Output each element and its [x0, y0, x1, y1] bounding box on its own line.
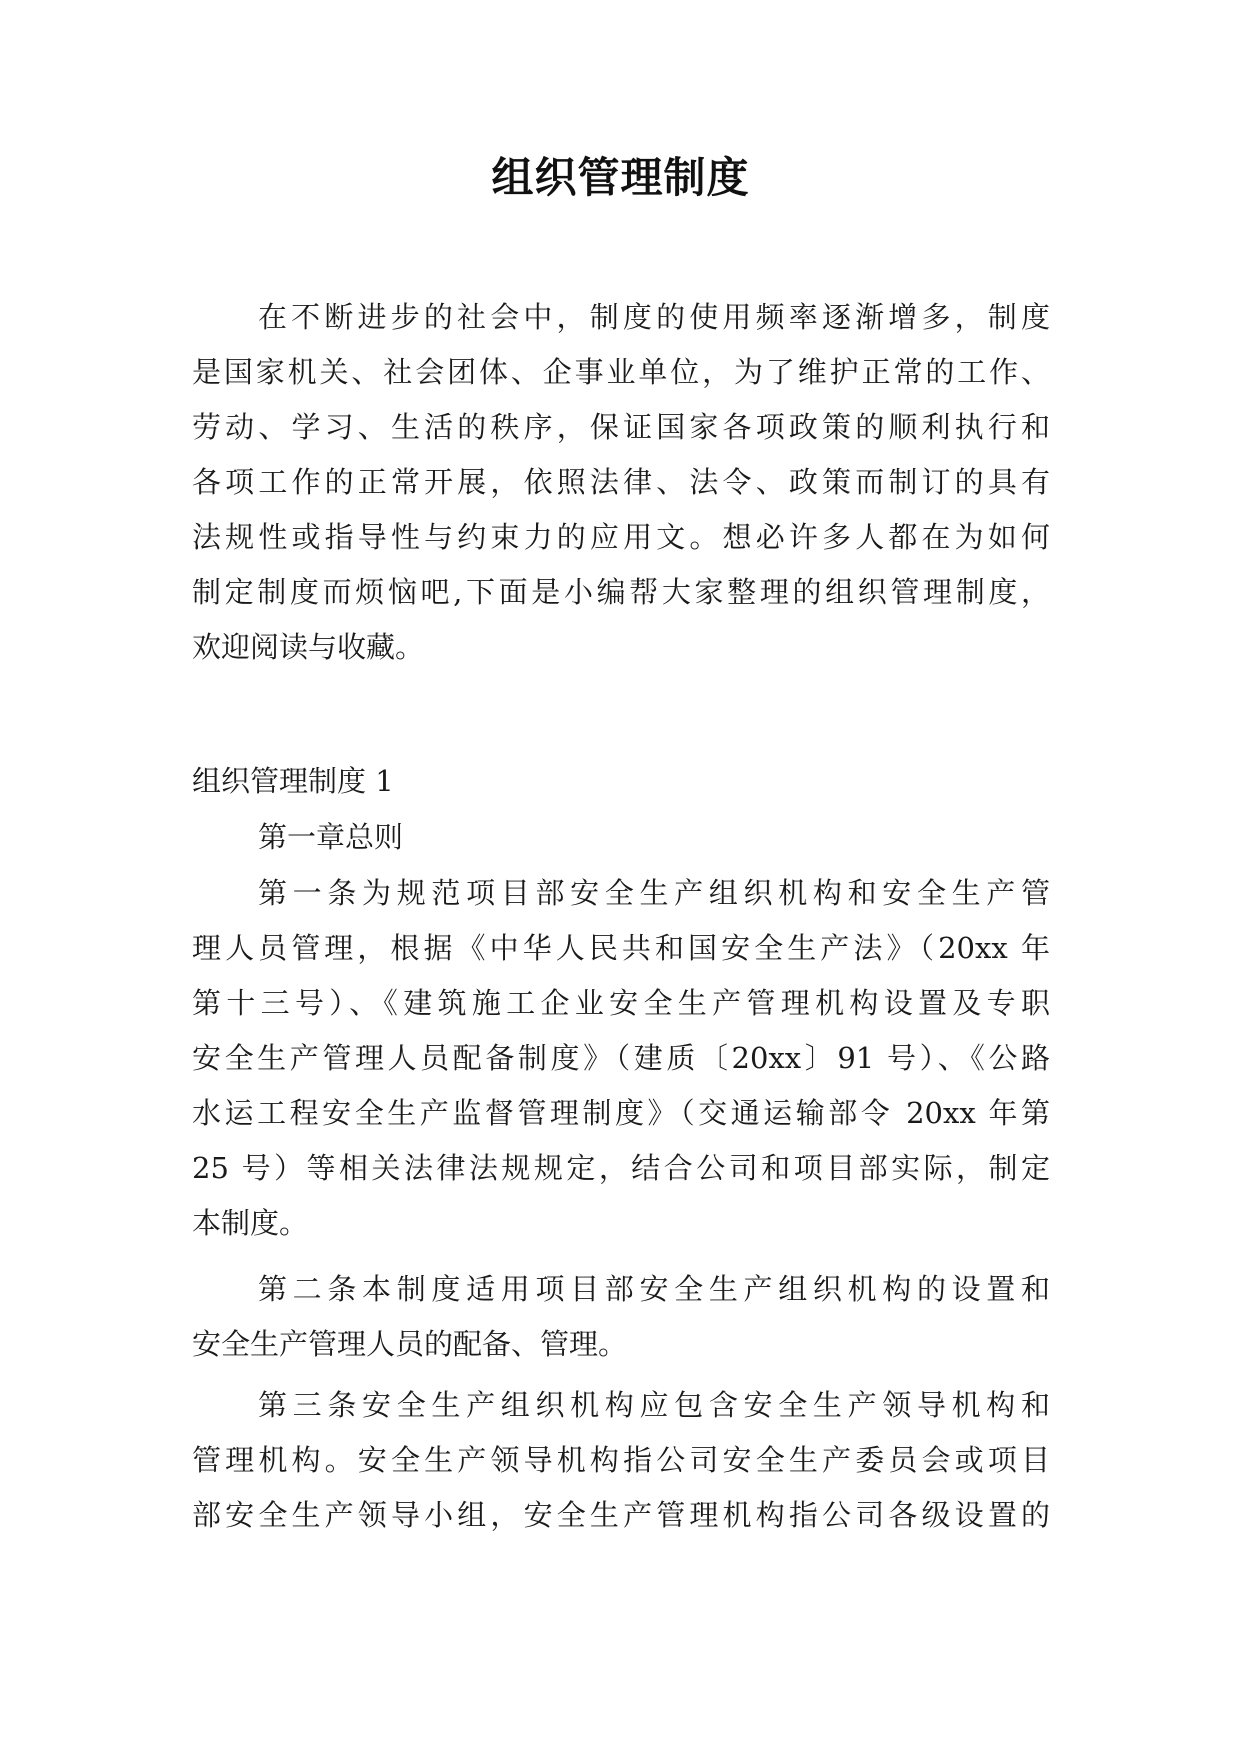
article-line: 部安全生产领导小组，安全生产管理机构指公司各级设置的	[192, 1498, 1050, 1532]
intro-line: 欢迎阅读与收藏。	[192, 630, 425, 664]
article-line: 第二条本制度适用项目部安全生产组织机构的设置和	[258, 1272, 1050, 1306]
article-line: 水运工程安全生产监督管理制度》（交通运输部令 20xx 年第	[192, 1096, 1050, 1130]
intro-line: 在不断进步的社会中，制度的使用频率逐渐增多，制度	[258, 300, 1050, 334]
article-line: 本制度。	[192, 1206, 309, 1240]
article-line: 第十三号）、《建筑施工企业安全生产管理机构设置及专职	[192, 986, 1050, 1020]
article-line: 第三条安全生产组织机构应包含安全生产领导机构和	[258, 1388, 1050, 1422]
article-line: 管理机构。安全生产领导机构指公司安全生产委员会或项目	[192, 1443, 1050, 1477]
intro-line: 劳动、学习、生活的秩序，保证国家各项政策的顺利执行和	[192, 410, 1050, 444]
chapter-title: 第一章总则	[258, 820, 404, 854]
article-3-paragraph	[192, 1378, 1050, 1543]
intro-paragraph	[192, 290, 1050, 675]
intro-line: 法规性或指导性与约束力的应用文。想必许多人都在为如何	[192, 520, 1050, 554]
intro-line: 是国家机关、社会团体、企事业单位，为了维护正常的工作、	[192, 355, 1050, 389]
document-title: 组织管理制度	[491, 153, 750, 202]
article-1-paragraph	[192, 866, 1050, 1251]
section-title: 组织管理制度 1	[192, 764, 394, 798]
article-2-paragraph	[192, 1262, 1050, 1372]
article-line: 安全生产管理人员配备制度》（建质〔20xx〕91 号）、《公路	[192, 1041, 1050, 1075]
article-line: 理人员管理，根据《中华人民共和国安全生产法》（20xx 年	[192, 931, 1050, 965]
intro-line: 各项工作的正常开展，依照法律、法令、政策而制订的具有	[192, 465, 1050, 499]
intro-line: 制定制度而烦恼吧,下面是小编帮大家整理的组织管理制度，	[192, 575, 1050, 609]
article-line: 安全生产管理人员的配备、管理。	[192, 1327, 628, 1361]
article-line: 第一条为规范项目部安全生产组织机构和安全生产管	[258, 876, 1050, 910]
article-line: 25 号）等相关法律法规规定，结合公司和项目部实际，制定	[192, 1151, 1050, 1185]
